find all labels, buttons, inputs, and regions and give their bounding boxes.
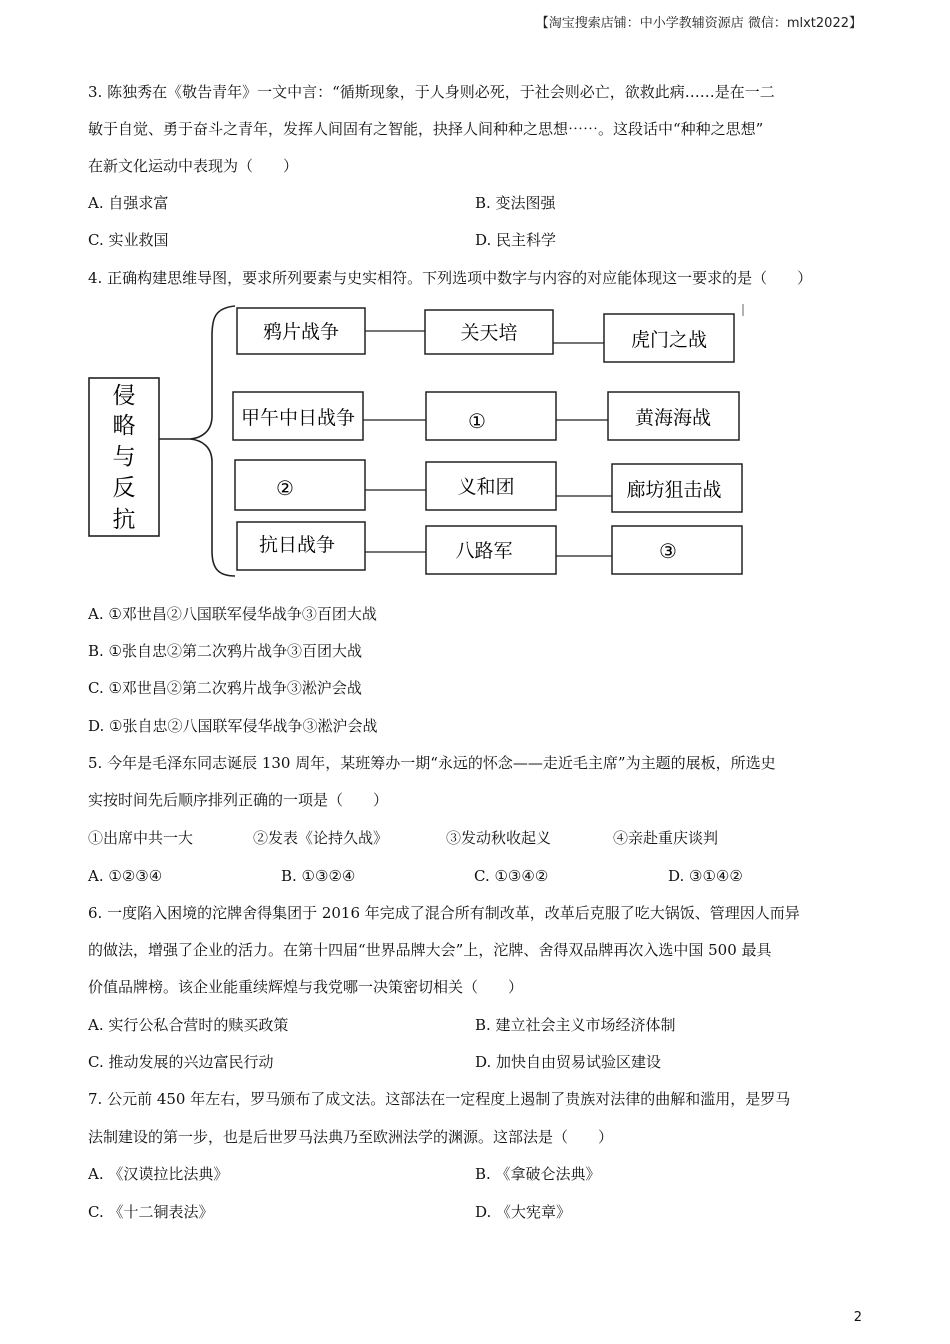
q4-option-d[interactable]: D. ①张自忠②八国联军侵华战争③淞沪会战 xyxy=(88,717,378,735)
mind-map-root-char: 反 xyxy=(112,475,136,501)
mind-map-brace xyxy=(190,306,235,576)
q3-stem-line-3: 在新文化运动中表现为（ ） xyxy=(88,157,299,175)
q6-stem-line-2: 的做法，增强了企业的活力。在第十四届“世界品牌大会”上，沱牌、舍得双品牌再次入选中国 500 最具 xyxy=(88,941,772,959)
q6-option-a[interactable]: A. 实行公私合营时的赎买政策 xyxy=(88,1016,289,1034)
row4-box3 xyxy=(612,526,742,574)
row2-box3-text: 黄海海战 xyxy=(634,407,712,429)
q3-stem-line-2: 敏于自觉、勇于奋斗之青年，发挥人间固有之智能，抉择人间种种之思想⋯⋯。这段话中“种种之思想” xyxy=(88,120,764,138)
page-number: 2 xyxy=(853,1310,862,1325)
q6-stem-line-3: 价值品牌榜。该企业能重续辉煌与我党哪一决策密切相关（ ） xyxy=(88,978,524,996)
q4-option-c[interactable]: C. ①邓世昌②第二次鸦片战争③淞沪会战 xyxy=(88,679,362,697)
q6-option-d[interactable]: D. 加快自由贸易试验区建设 xyxy=(475,1053,662,1071)
page-header: 【淘宝搜索店铺：中小学教辅资源店 微信：mlxt2022】 xyxy=(535,16,862,31)
row3-box3-text: 廊坊狙击战 xyxy=(626,479,722,501)
q3-option-d[interactable]: D. 民主科学 xyxy=(475,231,557,249)
row4-box1-text: 抗日战争 xyxy=(258,534,336,556)
mind-map-diagram xyxy=(80,296,760,586)
mind-map-root-char: 侵 xyxy=(112,383,136,409)
q5-item-3: ③发动秋收起义 xyxy=(446,829,552,847)
q3-option-a[interactable]: A. 自强求富 xyxy=(88,194,169,212)
q6-option-c[interactable]: C. 推动发展的兴边富民行动 xyxy=(88,1053,274,1071)
q4-option-b[interactable]: B. ①张自忠②第二次鸦片战争③百团大战 xyxy=(88,642,363,660)
row3-box1 xyxy=(235,460,365,510)
mind-map-root-char: 抗 xyxy=(112,507,136,533)
q3-option-c[interactable]: C. 实业救国 xyxy=(88,231,169,249)
q5-item-4: ④亲赴重庆谈判 xyxy=(613,829,719,847)
row2-box1-text: 甲午中日战争 xyxy=(240,407,356,429)
q5-stem-line-2: 实按时间先后顺序排列正确的一项是（ ） xyxy=(88,791,389,809)
q5-option-c[interactable]: C. ①③④② xyxy=(474,867,549,885)
q7-option-c[interactable]: C. 《十二铜表法》 xyxy=(88,1203,214,1221)
row2-box2-text: ① xyxy=(468,409,486,433)
row4-box3-text: ③ xyxy=(659,539,677,563)
q5-item-2: ②发表《论持久战》 xyxy=(253,829,389,847)
q7-option-b[interactable]: B. 《拿破仑法典》 xyxy=(475,1165,601,1183)
q3-option-b[interactable]: B. 变法图强 xyxy=(475,194,556,212)
row1-box1-text: 鸦片战争 xyxy=(262,321,340,343)
q3-stem-line-1: 3. 陈独秀在《敬告青年》一文中言：“循斯现象，于人身则必死，于社会则必亡，欲救此病……是在一二 xyxy=(88,83,775,101)
q6-stem-line-1: 6. 一度陷入困境的沱牌舍得集团于 2016 年完成了混合所有制改革，改革后克服了吃大锅饭、管理因人而异 xyxy=(88,904,800,922)
q7-stem-line-2: 法制建设的第一步，也是后世罗马法典乃至欧洲法学的渊源。这部法是（ ） xyxy=(88,1128,614,1146)
row1-box3-text: 虎门之战 xyxy=(630,329,708,351)
q6-option-b[interactable]: B. 建立社会主义市场经济体制 xyxy=(475,1016,676,1034)
q4-stem: 4. 正确构建思维导图，要求所列要素与史实相符。下列选项中数字与内容的对应能体现这一要求的是（ ） xyxy=(88,269,813,287)
q5-option-b[interactable]: B. ①③②④ xyxy=(281,867,356,885)
q5-option-a[interactable]: A. ①②③④ xyxy=(88,867,163,885)
q7-stem-line-1: 7. 公元前 450 年左右，罗马颁布了成文法。这部法在一定程度上遏制了贵族对法律的曲解和滥用，是罗马 xyxy=(88,1090,791,1108)
row2-box2 xyxy=(426,392,556,440)
q5-stem-line-1: 5. 今年是毛泽东同志诞辰 130 周年，某班筹办一期“永远的怀念——走近毛主席”为主题的展板，所选史 xyxy=(88,754,776,772)
mind-map-root-char: 与 xyxy=(112,444,136,470)
q7-option-a[interactable]: A. 《汉谟拉比法典》 xyxy=(88,1165,229,1183)
row4-box2-text: 八路军 xyxy=(455,540,513,562)
mind-map-root-char: 略 xyxy=(112,413,136,439)
q7-option-d[interactable]: D. 《大宪章》 xyxy=(475,1203,572,1221)
q5-item-1: ①出席中共一大 xyxy=(88,829,194,847)
q5-option-d[interactable]: D. ③①④② xyxy=(668,867,743,885)
row3-box1-text: ② xyxy=(276,476,294,500)
q4-option-a[interactable]: A. ①邓世昌②八国联军侵华战争③百团大战 xyxy=(88,605,377,623)
row3-box2-text: 义和团 xyxy=(457,476,515,498)
row1-box2-text: 关天培 xyxy=(460,322,518,344)
